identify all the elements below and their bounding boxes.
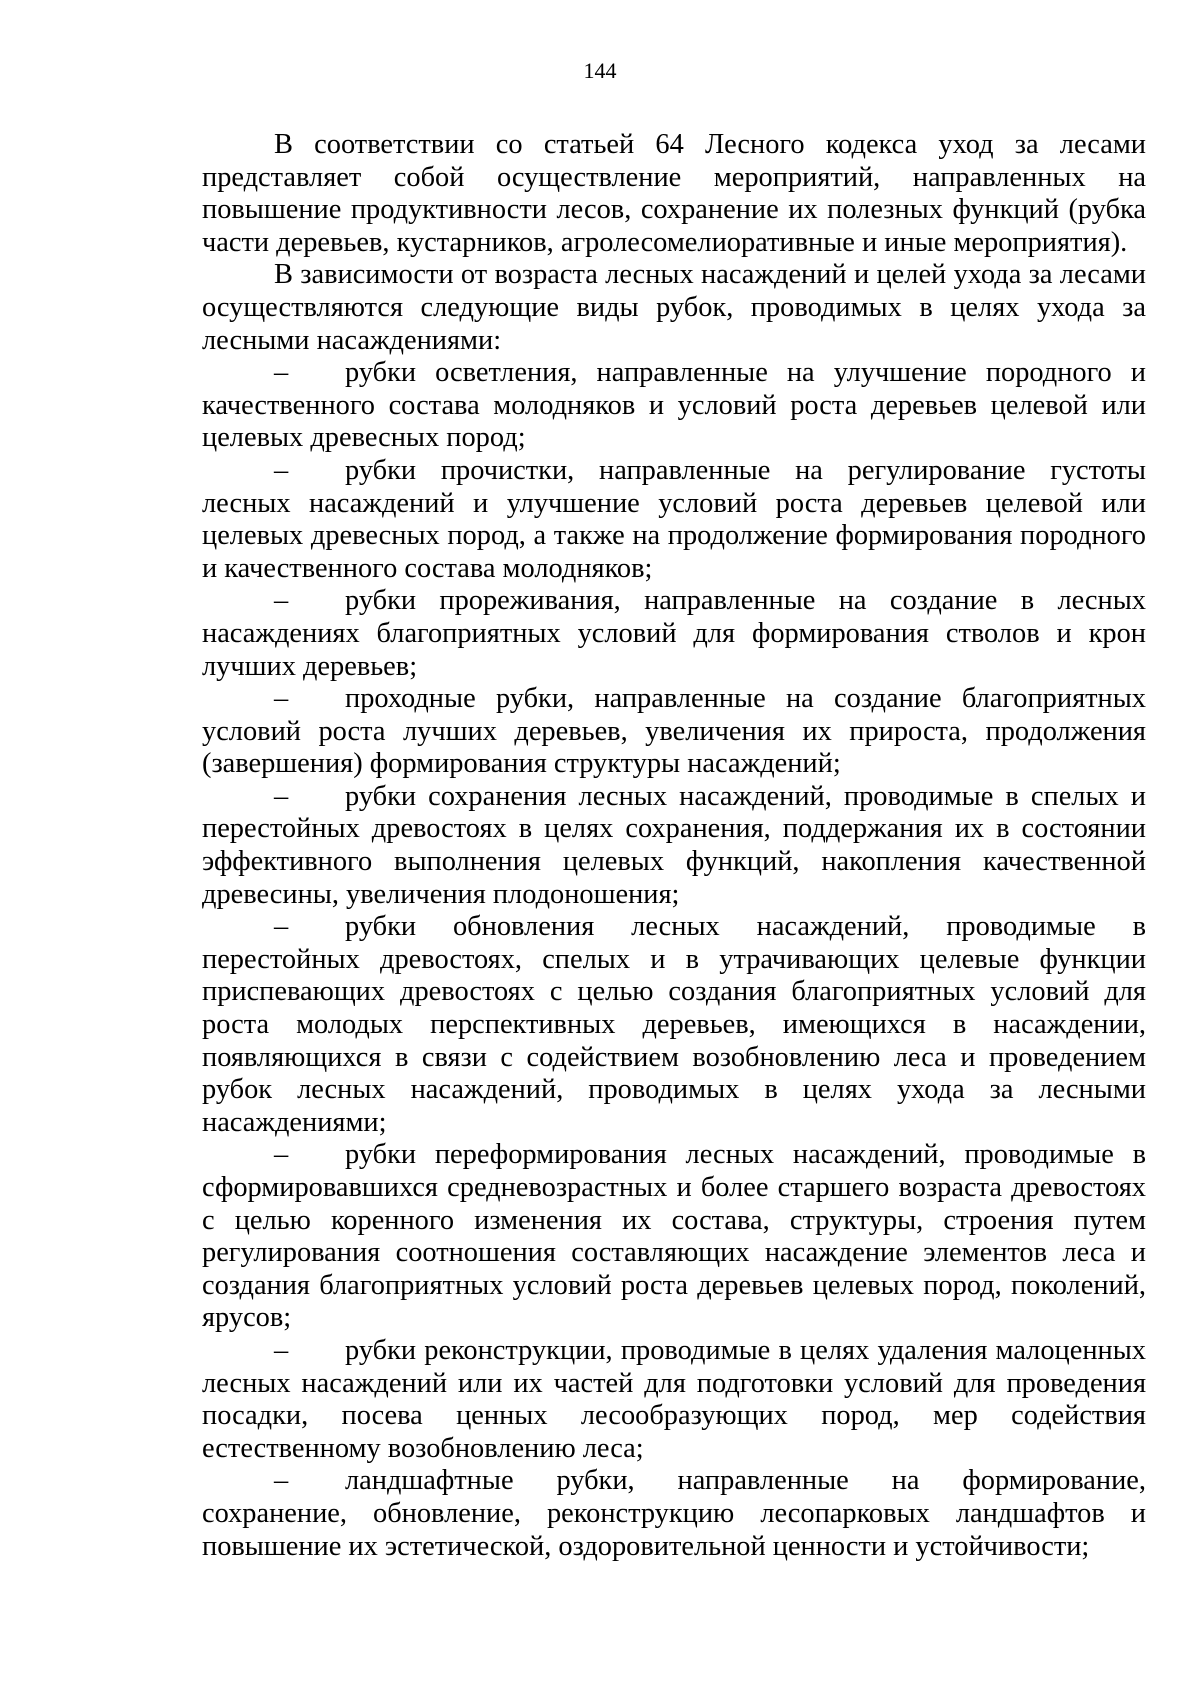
list-item-text: рубки прочистки, направленные на регулирование густоты лесных насаждений и улучшение условий роста деревьев целевой или целевых древесных пород, а также на продолжение формирования породного и качественного состава молодняков; xyxy=(202,454,1146,584)
page-number: 144 xyxy=(583,58,617,83)
paragraph: В зависимости от возраста лесных насаждений и целей ухода за лесами осуществляются следующие виды рубок, проводимых в целях ухода за лесными насаждениями: xyxy=(202,259,1146,356)
list-item-text: рубки реконструкции, проводимые в целях удаления малоценных лесных насаждений или их частей для подготовки условий для проведения посадки, посева ценных лесообразующих пород, мер содействия естественному возобновлению леса; xyxy=(202,1334,1146,1464)
list-item xyxy=(202,1139,1146,1335)
list-dash: – xyxy=(274,911,289,943)
list-dash: – xyxy=(274,585,289,617)
list-item xyxy=(202,1465,1146,1563)
list-dash: – xyxy=(274,1334,289,1366)
list-item xyxy=(202,683,1146,781)
list-dash: – xyxy=(274,1465,289,1497)
list-item xyxy=(202,911,1146,1139)
list-item xyxy=(202,1335,1146,1465)
list-item-text: рубки сохранения лесных насаждений, проводимые в спелых и перестойных древостоях в целях сохранения, поддержания их в состоянии эффективного выполнения целевых функций, накопления качественной древесины, увеличения плодоношения; xyxy=(202,780,1146,910)
list-item-text: проходные рубки, направленные на создание благоприятных условий роста лучших деревьев, увеличения их прироста, продолжения (завершения) формирования структуры насаждений; xyxy=(202,683,1146,780)
list-item-text: ландшафтные рубки, направленные на формирование, сохранение, обновление, реконструкцию лесопарковых ландшафтов и повышение их эстетической, оздоровительной ценности и устойчивости; xyxy=(202,1465,1146,1562)
list-item-text: рубки обновления лесных насаждений, проводимые в перестойных древостоях, спелых и в утрачивающих целевые функции приспевающих древостоях с целью создания благоприятных условий для роста молодых перспективных деревьев, имеющихся в насаждении, появляющихся в связи с содействием возобновлению леса и проведением рубок лесных насаждений, проводимых в целях ухода за лесными насаждениями; xyxy=(202,911,1146,1138)
document-body xyxy=(202,129,1146,1563)
list-item xyxy=(202,781,1146,911)
list-dash: – xyxy=(274,357,289,389)
cutting-types-list xyxy=(202,357,1146,1563)
list-item-text: рубки переформирования лесных насаждений, проводимые в сформировавшихся средневозрастных и более старшего возраста древостоях с целью коренного изменения их состава, структуры, строения путем регулирования соотношения составляющих насаждение элементов леса и создания благоприятных условий роста деревьев целевых пород, поколений, ярусов; xyxy=(202,1139,1146,1334)
paragraph: В соответствии со статьей 64 Лесного кодекса уход за лесами представляет собой осуществление мероприятий, направленных на повышение продуктивности лесов, сохранение их полезных функций (рубка части деревьев, кустарников, агролесомелиоративные и иные мероприятия). xyxy=(202,129,1146,258)
list-dash: – xyxy=(274,454,289,486)
list-item xyxy=(202,455,1146,585)
list-dash: – xyxy=(274,683,289,715)
list-item-text: рубки осветления, направленные на улучшение породного и качественного состава молодняков и условий роста деревьев целевой или целевых древесных пород; xyxy=(202,357,1146,454)
list-dash: – xyxy=(274,1139,289,1171)
list-dash: – xyxy=(274,780,289,812)
list-item-text: рубки прореживания, направленные на создание в лесных насаждениях благоприятных условий для формирования стволов и крон лучших деревьев; xyxy=(202,585,1146,682)
list-item xyxy=(202,357,1146,455)
list-item xyxy=(202,585,1146,683)
